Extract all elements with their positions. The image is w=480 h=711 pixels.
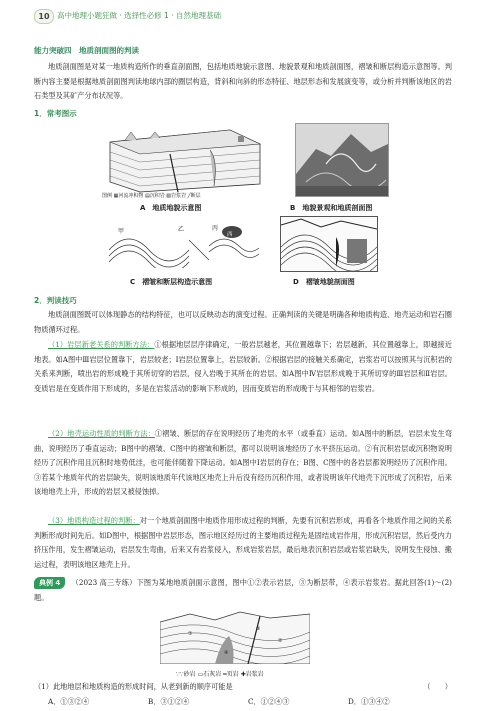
svg-text:②: ② xyxy=(278,638,283,644)
subhead-tips: 2．判读技巧 xyxy=(34,296,77,305)
label-xi: 西 xyxy=(227,232,233,238)
example-figure xyxy=(160,604,310,664)
figure-d-diagram xyxy=(281,217,377,271)
svg-text:④: ④ xyxy=(224,650,229,656)
legend-shale: 页岩 xyxy=(226,671,239,678)
tip-paragraph-3 xyxy=(34,514,452,572)
tip-paragraph-2 xyxy=(34,427,452,500)
option-a[interactable]: A．①③②④ xyxy=(48,697,90,706)
figure-b-landscape xyxy=(296,124,388,196)
example-diagram xyxy=(160,604,310,664)
tip-3-head: （3）地质构造过程的判断： xyxy=(48,516,140,525)
label-bing: 丙 xyxy=(212,225,219,232)
example-paragraph xyxy=(34,576,452,605)
example-legend: ∵∵砂岩 ▭石灰岩 ═页岩 ✚岩浆岩 xyxy=(176,671,264,678)
legend-magmatic: 岩浆岩 xyxy=(171,193,187,199)
page-number: 10 xyxy=(34,9,54,24)
svg-text:①: ① xyxy=(188,631,193,637)
legend-limestone: 石灰岩 xyxy=(203,671,222,678)
figure-c-caption: C 褶皱和断层构造示意图 xyxy=(130,278,213,286)
header-title: 高中地理小题狂做 · 选择性必修 1 · 自然地理基础 xyxy=(57,11,221,20)
figure-b-caption: B 地貌景观和地质剖面图 xyxy=(290,204,373,212)
figure-d xyxy=(280,216,378,272)
intro-paragraph: 地质剖面图是对某一地质构造所作的垂直剖面图，包括地质地貌示意图、地貌景观和地质剖面图，褶皱和断层构造示意图等。判断内容主要是根据地质剖面图判读地球内部的圈层构造，背斜和向斜的形态特征、地层形态和发展演变等，或分析并判断该地区的岩石类型及其矿产分布状况等。 xyxy=(34,62,452,101)
tip-1-body: ①根据地层层序律确定，一般岩层越老，其位置越靠下；岩层越新，其位置越靠上，即越接近地表。如A图中Ⅲ岩层位置靠下，岩层较老；Ⅰ岩层位置靠上，岩层较新。②根据岩层的接触关系确定，岩浆岩可以按照其与沉积岩的关系来判断，喷出岩的形成晚于其所切穿的岩层，侵入岩晚于其所在的岩层。如A图中Ⅳ岩层形成晚于其所切穿的Ⅲ岩层和Ⅱ岩层。变质岩是在变质作用下形成的，多是在岩浆活动的影响下形成的，因而变质岩的形成晚于与其相邻的岩浆岩。 xyxy=(34,340,452,393)
answer-blank[interactable]: （ ） xyxy=(423,682,452,691)
option-c[interactable]: C．①②④③ xyxy=(248,697,290,706)
figure-a-caption: A 地质地貌示意图 xyxy=(140,204,202,212)
svg-text:③: ③ xyxy=(256,626,261,632)
option-b[interactable]: B．③①②④ xyxy=(148,697,190,706)
legend-fault: 断层 xyxy=(190,193,201,199)
legend-alluvium: 河流冲积物 xyxy=(118,193,144,199)
example-badge: 典例 4 xyxy=(34,577,65,589)
figure-d-caption: D 褶皱地貌剖面图 xyxy=(293,278,355,286)
tips-intro: 地质剖面图既可以体现静态的结构特征，也可以反映动态的演变过程。正确判读的关键是明确各种地质构造、地壳运动和岩石圈物质循环过程。 xyxy=(34,310,452,334)
legend-title: 图例 xyxy=(102,193,113,199)
tip-paragraph-1 xyxy=(34,338,452,396)
tip-3-body: 对一个地质剖面图中地质作用形成过程的判断，先要有沉积岩形成，再看各个地质作用之间的关系判断形成时间先后。如D图中，根据图中岩层形态，图示地区经历过的主要地质过程先是固结成岩作用，形成沉积岩层，然后受内力挤压作用，发生褶皱运动，岩层发生弯曲，后来又有岩浆侵入，形成岩浆岩层，最后地表沉积岩层或岩浆岩缺失，说明发生侵蚀、搬运过程，表明该地区地壳上升。 xyxy=(34,516,452,569)
option-d[interactable]: D．①③④② xyxy=(348,697,390,706)
label-yi: 乙 xyxy=(178,226,185,233)
figure-a xyxy=(100,122,270,200)
legend-magmatic-rock: 岩浆岩 xyxy=(245,671,264,678)
legend-sandstone: 砂岩 xyxy=(183,671,196,678)
tip-2-body: ①褶皱、断层的存在说明经历了地壳的水平（或垂直）运动。如A图中的断层，岩层未发生弯曲，说明经历了垂直运动；B图中的褶皱、C图中的褶皱和断层，都可以说明该地经历了水平挤压运动。②有沉积岩层或沉积物说明经历了沉积作用且沉积时地势低洼，也可能伴随着下降运动。如A图中Ⅰ岩层的存在；B图、C图中的各岩层都说明经历了沉积作用。③若某个地质年代的岩层缺失，说明该地质年代该地区地壳上升后没有经历沉积作用，或者说明该年代地壳下沉形成了沉积岩，后来该地地壳上升，形成的岩层又被侵蚀掉。 xyxy=(34,429,453,497)
tip-2-head: （2）地壳运动性质的判断方法： xyxy=(48,429,155,438)
question-1 xyxy=(34,682,452,692)
label-jia: 甲 xyxy=(118,228,125,235)
figure-a-diagram xyxy=(100,122,270,200)
section-title: 能力突破四 地质剖面图的判读 xyxy=(34,46,139,55)
page-header xyxy=(0,0,480,24)
figure-a-legend: 图例 ▦河流冲积物 ▤沉积岩 ▧岩浆岩 ╱断层 xyxy=(102,193,201,199)
legend-sedimentary: 沉积岩 xyxy=(149,193,165,199)
example-text: （2023 高三专练）下图为某地地质剖面示意图，图中①②表示岩层，③为断层带，④表示岩浆岩。据此回答(1)～(2)题。 xyxy=(34,578,452,602)
subhead-common-figures: 1．常考图示 xyxy=(34,109,77,118)
question-1-text: （1）此地地层和地质构造的形成时间，从老到新的顺序可能是 xyxy=(34,682,233,691)
figure-b-photo xyxy=(295,123,389,197)
tip-1-head: （1）岩层新老关系的判断方法： xyxy=(48,340,155,349)
